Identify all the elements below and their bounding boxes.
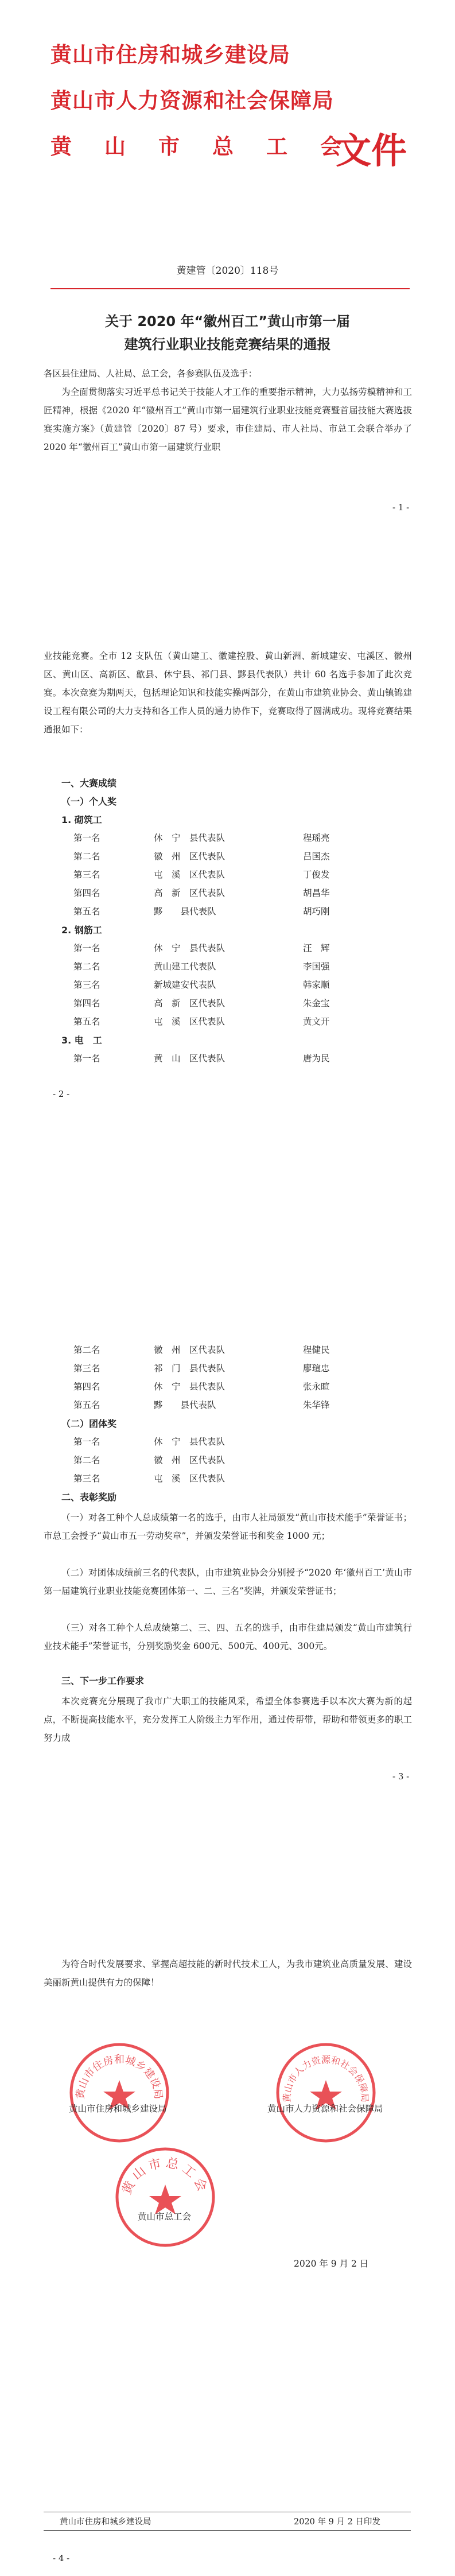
issue-date: 2020 年 9 月 2 日	[294, 2259, 369, 2269]
page-number: - 1 -	[392, 502, 410, 513]
footer-print-date: 2020 年 9 月 2 日印发	[294, 2517, 380, 2527]
signature-housing-bureau: 黄山市住房和城乡建设局	[69, 2104, 167, 2114]
intro-paragraph: 为全面贯彻落实习近平总书记关于技能人才工作的重要指示精神，大力弘扬劳模精神和工匠精神，根据《2020 年“徽州百工”黄山市第一届建筑行业职业技能竞赛暨首届技能大赛选拔赛实施方案》（黄建管〔2020〕87 号）要求，市住建局、市人社局、市总工会联合举办了 2020 年“徽州百工”黄山市第一届建筑行业职	[44, 387, 412, 452]
section-heading-results: 一、大赛成绩	[61, 778, 117, 789]
svg-text:黄山市住房和城乡建设局: 黄山市住房和城乡建设局	[74, 2054, 165, 2100]
salutation: 各区县住建局、人社局、总工会，各参赛队伍及选手：	[44, 368, 258, 379]
closing-paragraph: 为符合时代发展要求、掌握高超技能的新时代技术工人，为我市建筑业高质量发展、建设美丽新黄山提供有力的保障！	[44, 1959, 412, 1988]
page-3: 第二名 徽 州 区代表队 程健民 第三名 祁 门 县代表队 廖瑄忠 第四名 休 宁 县代表队 张永暄 第五名 黟 县代表队 朱华锋 （二）团体奖 第一名 休 宁 县代表队 第二名 徽 州 区代表队 第三名 屯 溪 区代表队 二、表彰奖励 （一）对各工种个人总成绩第一名的选手，由市人社局颁发“黄山市技术能手”荣誉证书；市总工会授予“黄山市五一劳动奖章”，并颁发荣誉证书和奖金 1000 元； （二）对团体成绩前三名的代表队，由市建筑业协会分别授予“2020 年‘徽州百工’黄山市第一届建筑行业职业技能竞赛团体第一、二、三名”奖牌，并颁发荣誉证书； （三）对各工种个人总成绩第二、三、四、五名的选手，由市住建局颁发“黄山市建筑行业技术能手”荣誉证书，分别奖励奖金 600元、500元、400元、300元。 三、下一步工作要求 本次竞赛充分展现了我市广大职工的技能风采，希望全体参赛选手以本次大赛为新的起点，不断提高技能水平，充分发挥工人阶级主力军作用，通过传帮带，帮助和带领更多的职工努力成 - 3 -	[0, 1288, 455, 1932]
issuer-housing-bureau: 黄山市住房和城乡建设局	[50, 42, 290, 67]
svg-text:黄山市人力资源和社会保障局: 黄山市人力资源和社会保障局	[281, 2054, 371, 2102]
page-4	[0, 1932, 455, 2576]
section-heading-next: 三、下一步工作要求	[61, 1675, 145, 1686]
subheading-team: （二）团体奖	[61, 1418, 117, 1429]
reward-paragraph-1: （一）对各工种个人总成绩第一名的选手，由市人社局颁发“黄山市技术能手”荣誉证书；市总工会授予“黄山市五一劳动奖章”，并颁发荣誉证书和奖金 1000 元；	[44, 1512, 412, 1541]
footer-rule-bottom	[44, 2530, 411, 2531]
page-number: - 4 -	[53, 2553, 70, 2563]
reward-paragraph-3: （三）对各工种个人总成绩第二、三、四、五名的选手，由市住建局颁发“黄山市建筑行业技术能手”荣誉证书，分别奖励奖金 600元、500元、400元、300元。	[44, 1623, 412, 1651]
footer-issuer: 黄山市住房和城乡建设局	[60, 2517, 151, 2527]
page-1	[0, 0, 455, 644]
continuation-paragraph: 业技能竞赛。全市 12 支队伍（黄山建工、徽建控股、黄山新洲、新城建安、屯溪区、徽州区、黄山区、高新区、歙县、休宁县、祁门县、黟县代表队）共计 60 名选手参加了此次竞赛。本次竞赛为期两天，包括理论知识和技能实操两部分，在黄山市建筑业协会、黄山镇锦建设工程有限公司的大力支持和各工作人员的通力协作下，竞赛取得了圆满成功。现将竞赛结果通报如下：	[44, 651, 412, 735]
signature-trade-union: 黄山市总工会	[138, 2212, 192, 2222]
title-line-1: 关于 2020 年“徽州百工”黄山市第一届	[104, 313, 351, 329]
issuer-hr-bureau: 黄山市人力资源和社会保障局	[50, 88, 334, 113]
official-seal-hr	[274, 2041, 378, 2144]
title-line-2: 建筑行业职业技能竞赛结果的通报	[124, 336, 331, 352]
document-number: 黄建管〔2020〕118号	[176, 265, 279, 277]
official-seal-housing	[68, 2041, 171, 2144]
signature-hr-bureau: 黄山市人力资源和社会保障局	[267, 2104, 383, 2114]
document-suffix: 文件	[336, 130, 407, 172]
red-divider	[50, 288, 410, 289]
issuer-trade-union: 黄 山 市 总 工 会	[50, 134, 347, 159]
category-rebar: 2. 钢筋工	[61, 925, 102, 936]
svg-text:黄山市总工会: 黄山市总工会	[119, 2155, 211, 2197]
category-electrician: 3. 电 工	[61, 1035, 102, 1046]
page-number: - 3 -	[392, 1771, 410, 1782]
page-number: - 2 -	[53, 1089, 70, 1099]
category-masonry: 1. 砌筑工	[61, 814, 102, 825]
section-heading-rewards: 二、表彰奖励	[61, 1492, 117, 1503]
subheading-individual: （一）个人奖	[61, 796, 117, 807]
page-2: 业技能竞赛。全市 12 支队伍（黄山建工、徽建控股、黄山新洲、新城建安、屯溪区、徽州区、黄山区、高新区、歙县、休宁县、祁门县、黟县代表队）共计 60 名选手参加了此次竞赛。本次竞赛为期两天，包括理论知识和技能实操两部分，在黄山市建筑业协会、黄山镇锦建设工程有限公司的大力支持和各工作人员的通力协作下，竞赛取得了圆满成功。现将竞赛结果通报如下： 一、大赛成绩 （一）个人奖 1. 砌筑工 第一名 休 宁 县代表队 程瑶亮 第二名 徽 州 区代表队 吕国杰 第三名 屯 溪 区代表队 丁俊发 第四名 高 新 区代表队 胡昌华 第五名 黟 县代表队 胡巧刚 2. 钢筋工 第一名 休 宁 县代表队 汪 辉 第二名 黄山建工代表队 李国强 第三名 新城建安代表队 韩家顺 第四名 高 新 区代表队 朱金宝 第五名 屯 溪 区代表队 黄文开 3. 电 工 第一名 黄 山 区代表队 唐为民 - 2 -	[0, 644, 455, 1288]
official-seal-union	[114, 2146, 217, 2249]
reward-paragraph-2: （二）对团体成绩前三名的代表队，由市建筑业协会分别授予“2020 年‘徽州百工’黄山市第一届建筑行业职业技能竞赛团体第一、二、三名”奖牌，并颁发荣誉证书；	[44, 1568, 412, 1596]
next-steps-paragraph: 本次竞赛充分展现了我市广大职工的技能风采，希望全体参赛选手以本次大赛为新的起点，不断提高技能水平，充分发挥工人阶级主力军作用，通过传帮带，帮助和带领更多的职工努力成	[44, 1696, 412, 1743]
